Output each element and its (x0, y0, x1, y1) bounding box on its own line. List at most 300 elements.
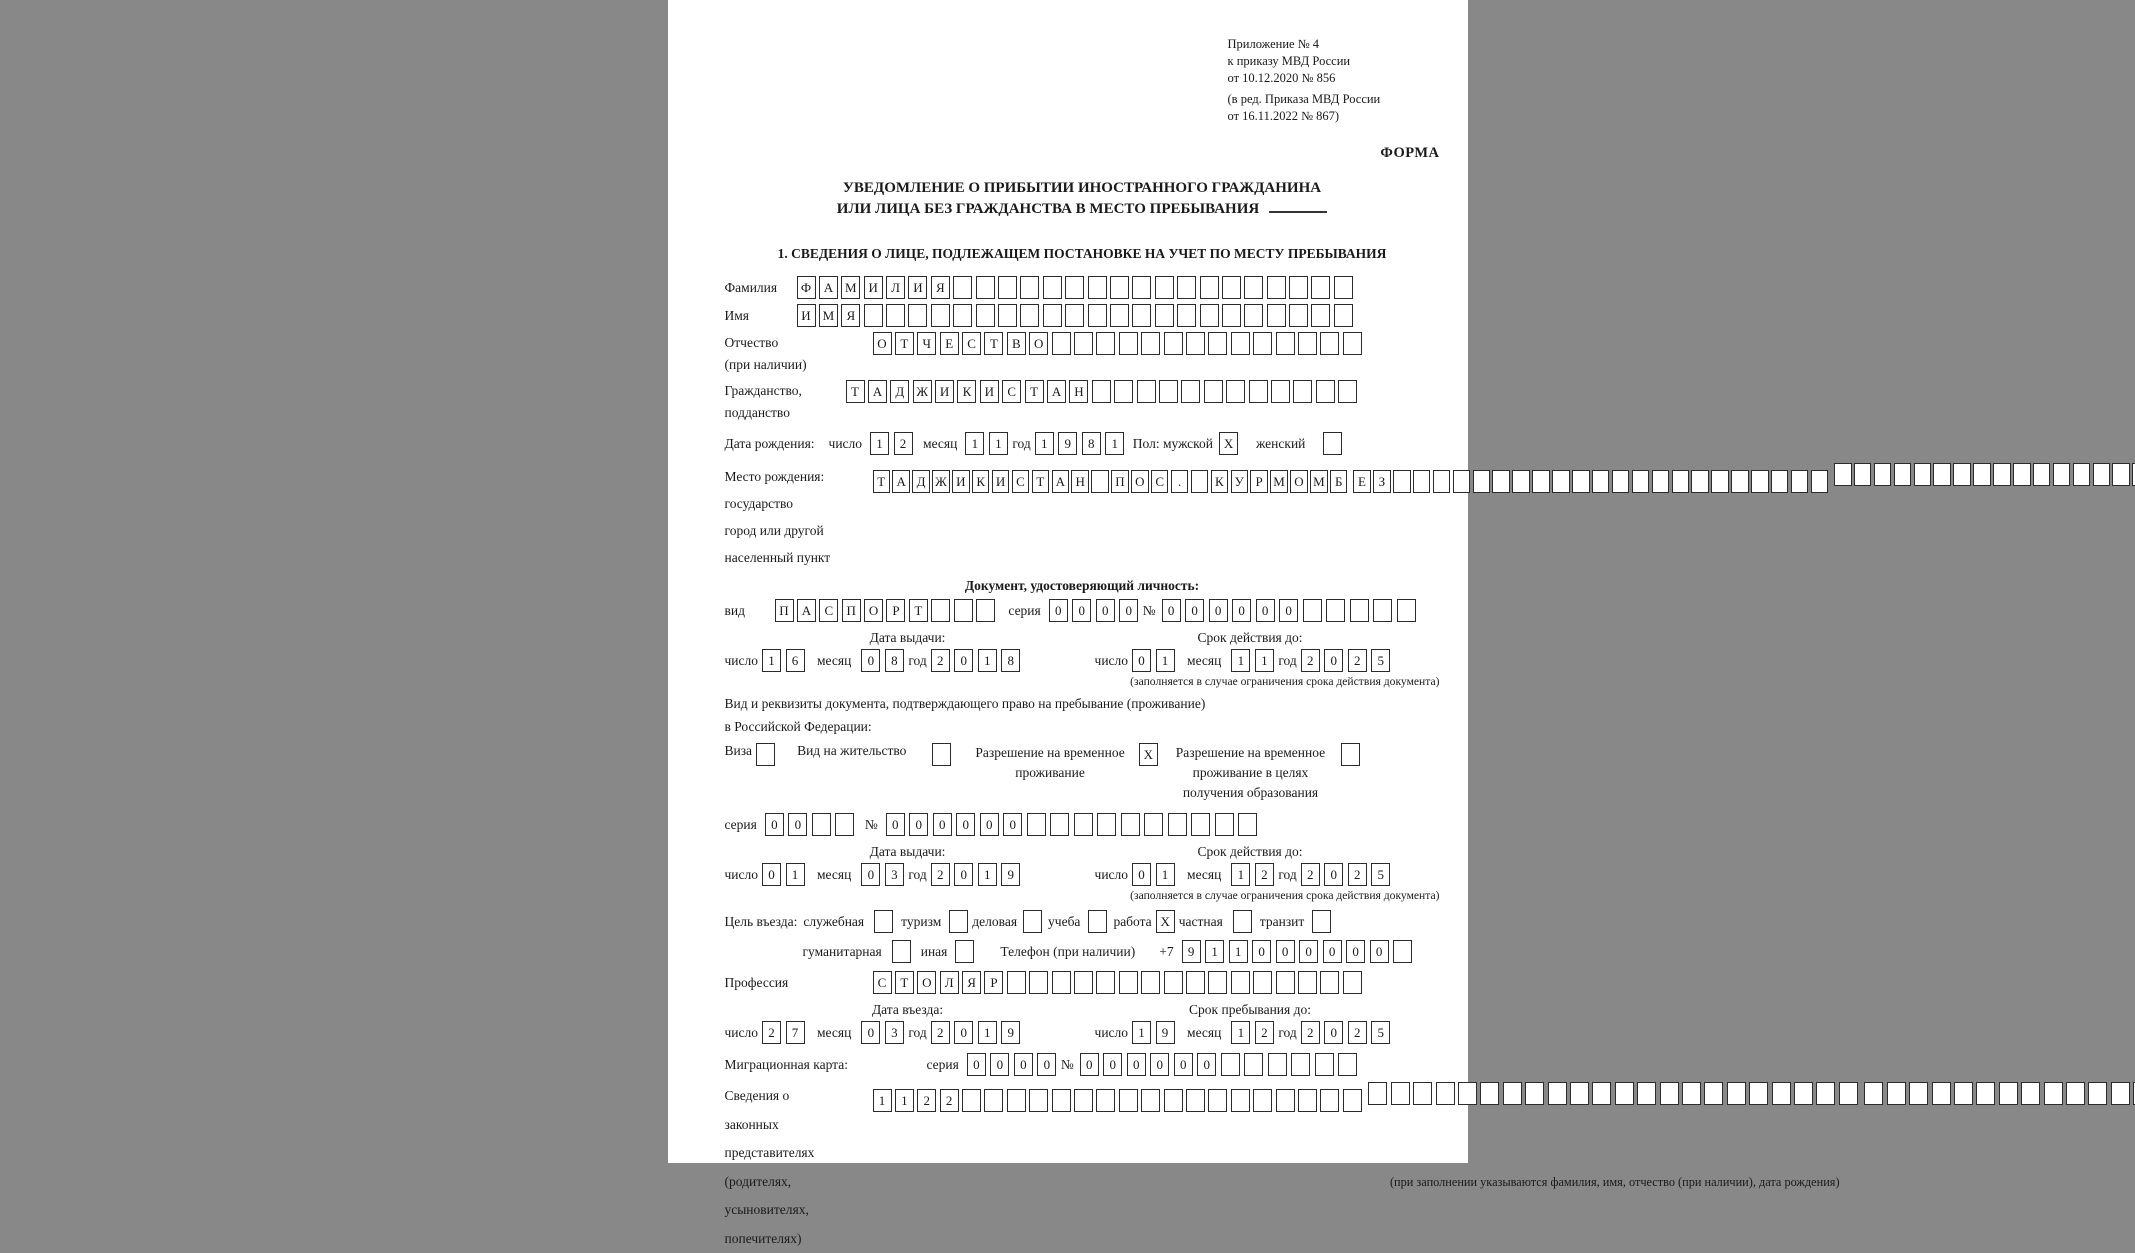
char-box: 0 (1103, 1053, 1122, 1076)
stay-day-input[interactable] (1132, 1021, 1179, 1044)
permit-issue-date (725, 844, 1061, 902)
char-box: Т (895, 971, 914, 994)
permit-issue-date-label: Дата выдачи: (725, 844, 1061, 860)
birthplace-row3-input[interactable] (1834, 463, 2135, 486)
purpose-humanitarian-checkbox[interactable] (892, 940, 911, 963)
name-input[interactable] (797, 304, 1357, 327)
doc-valid-until-label: Срок действия до: (1061, 630, 1440, 646)
char-box: 8 (1001, 649, 1020, 672)
char-box (1222, 276, 1241, 299)
char-box: З (1373, 470, 1391, 493)
char-box: 0 (1370, 940, 1389, 963)
char-box: 1 (1035, 432, 1054, 455)
char-box: 0 (765, 813, 784, 836)
annex-reference (1228, 36, 1440, 125)
permit-valid-until-line (1061, 863, 1440, 886)
birth-day-input[interactable] (870, 432, 917, 455)
char-box: 0 (762, 863, 781, 886)
char-box (1231, 971, 1250, 994)
purpose-tourism-label: туризм (901, 914, 941, 930)
temp-permit-checkbox[interactable] (1139, 743, 1158, 766)
edu-permit-label-line2: проживание в целях (1176, 763, 1325, 783)
char-box (1186, 332, 1205, 355)
char-box: 0 (1346, 940, 1365, 963)
doc-dates (725, 630, 1440, 688)
char-box: О (864, 599, 883, 622)
char-box (1244, 304, 1263, 327)
char-box (1074, 1089, 1093, 1112)
char-box (1433, 470, 1451, 493)
char-box (892, 940, 911, 963)
char-box: 1 (1205, 940, 1224, 963)
residence-permit-checkbox[interactable] (932, 743, 951, 766)
char-box: В (1007, 332, 1026, 355)
edu-permit-label-line3: получения образования (1176, 783, 1325, 803)
month-label: месяц (923, 436, 957, 452)
field-purpose-2 (725, 940, 1440, 963)
char-box: 1 (895, 1089, 914, 1112)
sex-female-checkbox[interactable] (1323, 432, 1342, 455)
guardians-label-line6: попечителях) (725, 1225, 873, 1253)
char-box (2088, 1082, 2107, 1105)
char-box (1132, 276, 1151, 299)
char-box: И (797, 304, 816, 327)
birthplace-inputs (873, 463, 2135, 498)
purpose-study-label: учеба (1048, 914, 1080, 930)
char-box: А (868, 380, 887, 403)
visa-checkbox[interactable] (756, 743, 775, 766)
char-box (1293, 380, 1312, 403)
guardians-row3-input[interactable] (1864, 1082, 2135, 1105)
char-box: 1 (1156, 649, 1175, 672)
char-box (1682, 1082, 1701, 1105)
title-blank-underline (1269, 200, 1327, 213)
char-box: Т (984, 332, 1003, 355)
permit-issue-day-input[interactable] (762, 863, 809, 886)
annex-line: к приказу МВД России (1228, 53, 1440, 70)
char-box: 0 (1324, 863, 1343, 886)
birth-month-input[interactable] (965, 432, 1012, 455)
char-box: 0 (1174, 1053, 1193, 1076)
char-box: О (1131, 470, 1149, 493)
purpose-other-checkbox[interactable] (955, 940, 974, 963)
char-box: А (797, 599, 816, 622)
char-box (1052, 971, 1071, 994)
entry-date-line (725, 1021, 1061, 1044)
char-box: 0 (1003, 813, 1022, 836)
char-box (2044, 1082, 2063, 1105)
char-box: 0 (980, 813, 999, 836)
day-label: число (1095, 653, 1129, 669)
char-box (1632, 470, 1650, 493)
char-box (1298, 332, 1317, 355)
field-guardians (725, 1082, 1440, 1253)
permit-number-input[interactable] (886, 813, 1262, 836)
patronymic-label-line1: Отчество (725, 332, 873, 354)
stay-doc-text-2: в Российской Федерации: (725, 719, 1440, 735)
doc-issue-day-input[interactable] (762, 649, 809, 672)
purpose-study-checkbox[interactable] (1088, 910, 1107, 933)
migr-number-label: № (1061, 1057, 1074, 1073)
char-box (835, 813, 854, 836)
patronymic-label (725, 332, 873, 375)
char-box: 8 (1082, 432, 1101, 455)
char-box (1316, 380, 1335, 403)
char-box (1141, 971, 1160, 994)
char-box (1226, 380, 1245, 403)
char-box (864, 304, 883, 327)
birthplace-row1-input[interactable] (873, 470, 1350, 493)
char-box (1338, 380, 1357, 403)
char-box (1914, 463, 1932, 486)
char-box: М (841, 276, 860, 299)
char-box (1751, 470, 1769, 493)
char-box: 0 (956, 813, 975, 836)
doc-issue-year-input[interactable] (931, 649, 1025, 672)
char-box (976, 276, 995, 299)
char-box (998, 304, 1017, 327)
month-label: месяц (817, 653, 851, 669)
char-box (1525, 1082, 1544, 1105)
char-box (1492, 470, 1510, 493)
citizenship-input[interactable] (846, 380, 1361, 403)
char-box (1222, 304, 1241, 327)
char-box: Р (1250, 470, 1268, 493)
char-box (1200, 276, 1219, 299)
guardians-row2-input[interactable] (1368, 1082, 1861, 1105)
permit-valid-until-label: Срок действия до: (1061, 844, 1440, 860)
char-box: 8 (885, 649, 904, 672)
char-box: 0 (967, 1053, 986, 1076)
permit-valid-day-input[interactable] (1132, 863, 1179, 886)
char-box (931, 304, 950, 327)
char-box (1771, 470, 1789, 493)
char-box (931, 599, 950, 622)
char-box: 0 (1132, 863, 1151, 886)
surname-label: Фамилия (725, 280, 797, 296)
purpose-tourism-checkbox[interactable] (949, 910, 968, 933)
char-box (1909, 1082, 1928, 1105)
char-box (1512, 470, 1530, 493)
permit-valid-year-input[interactable] (1301, 863, 1395, 886)
char-box: 0 (1072, 599, 1091, 622)
char-box: 0 (954, 1021, 973, 1044)
char-box: 9 (1001, 863, 1020, 886)
sex-male-checkbox[interactable] (1219, 432, 1238, 455)
char-box (1043, 304, 1062, 327)
char-box: 2 (894, 432, 913, 455)
char-box: П (1111, 470, 1129, 493)
char-box: 0 (1132, 649, 1151, 672)
citizenship-label-line1: Гражданство, (725, 380, 846, 402)
birthplace-label-line1: Место рождения: (725, 463, 873, 490)
char-box (1088, 304, 1107, 327)
birthplace-label-line2: государство (725, 490, 873, 517)
char-box: А (819, 276, 838, 299)
purpose-private-label: частная (1179, 914, 1223, 930)
year-label: год (1278, 867, 1296, 883)
patronymic-input[interactable] (873, 332, 1366, 355)
char-box: Н (1071, 470, 1089, 493)
char-box: П (842, 599, 861, 622)
doc-issue-month-input[interactable] (861, 649, 908, 672)
char-box (1794, 1082, 1813, 1105)
char-box: 0 (1256, 599, 1275, 622)
doc-kind-label: вид (725, 603, 775, 619)
char-box: Д (912, 470, 930, 493)
doc-number-input[interactable] (1162, 599, 1421, 622)
char-box: 2 (1301, 1021, 1320, 1044)
doc-valid-until-line (1061, 649, 1440, 672)
phone-prefix: +7 (1159, 944, 1173, 960)
entry-date-label: Дата въезда: (725, 1002, 1061, 1018)
profession-input[interactable] (873, 971, 1366, 994)
field-birthdate (725, 432, 1440, 455)
char-box: М (1270, 470, 1288, 493)
stay-year-input[interactable] (1301, 1021, 1395, 1044)
doc-kind-input[interactable] (775, 599, 999, 622)
char-box: 1 (873, 1089, 892, 1112)
char-box (1200, 304, 1219, 327)
char-box (1191, 470, 1209, 493)
char-box (1208, 1089, 1227, 1112)
month-label: месяц (817, 1025, 851, 1041)
char-box (1320, 971, 1339, 994)
field-purpose (725, 910, 1440, 933)
guardians-row1-input[interactable] (873, 1089, 1366, 1112)
char-box (1323, 432, 1342, 455)
char-box: 0 (1276, 940, 1295, 963)
char-box (1088, 910, 1107, 933)
char-box: 0 (861, 649, 880, 672)
char-box (1007, 971, 1026, 994)
temp-permit-label-line2: проживание (975, 763, 1124, 783)
migr-number-input[interactable] (1080, 1053, 1362, 1076)
char-box (1343, 332, 1362, 355)
char-box (1976, 1082, 1995, 1105)
char-box (2073, 463, 2091, 486)
edu-permit-label-line1: Разрешение на временное (1176, 743, 1325, 763)
char-box (932, 743, 951, 766)
char-box (1592, 470, 1610, 493)
char-box (1854, 463, 1872, 486)
phone-input[interactable] (1182, 940, 1417, 963)
stay-until-line (1061, 1021, 1440, 1044)
char-box (1186, 1089, 1205, 1112)
guardians-note: (при заполнении указываются фамилия, имя, отчество (при наличии), дата рождения) (873, 1175, 2135, 1190)
phone-label: Телефон (при наличии) (1000, 944, 1135, 960)
day-label: число (725, 1025, 759, 1041)
char-box (1704, 1082, 1723, 1105)
char-box (1811, 470, 1829, 493)
char-box (1074, 813, 1093, 836)
char-box (812, 813, 831, 836)
char-box (1436, 1082, 1455, 1105)
stay-month-input[interactable] (1231, 1021, 1278, 1044)
char-box (1052, 332, 1071, 355)
char-box (1413, 1082, 1432, 1105)
entry-year-input[interactable] (931, 1021, 1025, 1044)
char-box (1391, 1082, 1410, 1105)
doc-series-input[interactable] (1049, 599, 1143, 622)
field-patronymic (725, 332, 1440, 375)
char-box: Б (1330, 470, 1348, 493)
char-box (1672, 470, 1690, 493)
char-box (2021, 1082, 2040, 1105)
char-box: 2 (931, 863, 950, 886)
char-box: С (962, 332, 981, 355)
char-box: Т (1025, 380, 1044, 403)
char-box (1326, 599, 1345, 622)
birth-year-input[interactable] (1035, 432, 1129, 455)
char-box (886, 304, 905, 327)
char-box (2112, 463, 2130, 486)
doc-series-label: серия (1008, 603, 1040, 619)
char-box: Т (846, 380, 865, 403)
citizenship-label-line2: подданство (725, 402, 846, 424)
char-box (1164, 971, 1183, 994)
char-box (1233, 910, 1252, 933)
field-doc-kind (725, 599, 1440, 622)
char-box: 0 (909, 813, 928, 836)
char-box: Я (962, 971, 981, 994)
char-box (1473, 470, 1491, 493)
char-box: М (819, 304, 838, 327)
char-box (1932, 1082, 1951, 1105)
char-box: С (1012, 470, 1030, 493)
char-box: 5 (1371, 863, 1390, 886)
doc-issue-date-label: Дата выдачи: (725, 630, 1061, 646)
permit-issue-month-input[interactable] (861, 863, 908, 886)
char-box (1096, 1089, 1115, 1112)
edu-permit-checkbox[interactable] (1341, 743, 1360, 766)
char-box (1368, 1082, 1387, 1105)
char-box: 9 (1156, 1021, 1175, 1044)
char-box: 1 (1231, 1021, 1250, 1044)
surname-input[interactable] (797, 276, 1357, 299)
birthplace-row2-input[interactable] (1353, 470, 1830, 493)
doc-issue-date-line (725, 649, 1061, 672)
char-box (2053, 463, 2071, 486)
char-box (1027, 813, 1046, 836)
permit-issue-year-input[interactable] (931, 863, 1025, 886)
char-box: 0 (1232, 599, 1251, 622)
day-label: число (725, 867, 759, 883)
purpose-private-checkbox[interactable] (1233, 910, 1252, 933)
char-box: . (1171, 470, 1189, 493)
entry-month-input[interactable] (861, 1021, 908, 1044)
stay-until-label: Срок пребывания до: (1061, 1002, 1440, 1018)
entry-day-input[interactable] (762, 1021, 809, 1044)
char-box: 0 (1162, 599, 1181, 622)
char-box: Т (873, 470, 891, 493)
doc-valid-day-input[interactable] (1132, 649, 1179, 672)
purpose-official-checkbox[interactable] (874, 910, 893, 933)
char-box (1320, 1089, 1339, 1112)
char-box (1373, 599, 1392, 622)
char-box (984, 1089, 1003, 1112)
char-box (1007, 1089, 1026, 1112)
char-box: А (1052, 470, 1070, 493)
purpose-business-checkbox[interactable] (1023, 910, 1042, 933)
char-box (1088, 276, 1107, 299)
birthdate-label: Дата рождения: (725, 436, 815, 452)
char-box: 2 (931, 1021, 950, 1044)
char-box: 9 (1058, 432, 1077, 455)
purpose-transit-checkbox[interactable] (1312, 910, 1331, 933)
char-box: 1 (786, 863, 805, 886)
char-box (1164, 332, 1183, 355)
doc-valid-year-input[interactable] (1301, 649, 1395, 672)
char-box: Е (1353, 470, 1371, 493)
purpose-other-label: иная (921, 944, 948, 960)
entry-date (725, 1002, 1061, 1044)
char-box (2093, 463, 2111, 486)
char-box (1155, 276, 1174, 299)
char-box (1121, 813, 1140, 836)
permit-series-input[interactable] (765, 813, 859, 836)
char-box (1887, 1082, 1906, 1105)
month-label: месяц (1187, 1025, 1221, 1041)
edu-permit-label (1176, 743, 1325, 803)
purpose-humanitarian-label: гуманитарная (803, 944, 882, 960)
char-box: 0 (1014, 1053, 1033, 1076)
char-box (1238, 813, 1257, 836)
char-box (1159, 380, 1178, 403)
char-box (1029, 971, 1048, 994)
char-box (1320, 332, 1339, 355)
char-box: С (1151, 470, 1169, 493)
char-box: Л (886, 276, 905, 299)
section-1-title: 1. СВЕДЕНИЯ О ЛИЦЕ, ПОДЛЕЖАЩЕМ ПОСТАНОВКЕ НА УЧЕТ ПО МЕСТУ ПРЕБЫВАНИЯ (725, 246, 1440, 262)
permit-valid-month-input[interactable] (1231, 863, 1278, 886)
char-box (1311, 304, 1330, 327)
char-box (1023, 910, 1042, 933)
char-box: О (873, 332, 892, 355)
migr-series-input[interactable] (967, 1053, 1061, 1076)
char-box (1350, 599, 1369, 622)
char-box (756, 743, 775, 766)
purpose-work-checkbox[interactable] (1156, 910, 1175, 933)
char-box (1503, 1082, 1522, 1105)
char-box (1155, 304, 1174, 327)
char-box: 0 (1324, 1021, 1343, 1044)
char-box (955, 940, 974, 963)
char-box: 2 (1348, 863, 1367, 886)
char-box (1276, 971, 1295, 994)
char-box: К (972, 470, 990, 493)
char-box (1289, 276, 1308, 299)
char-box: 0 (1037, 1053, 1056, 1076)
char-box: X (1219, 432, 1238, 455)
char-box (1267, 276, 1286, 299)
char-box: И (908, 276, 927, 299)
char-box (1338, 1053, 1357, 1076)
doc-valid-month-input[interactable] (1231, 649, 1278, 672)
char-box (953, 276, 972, 299)
char-box: 1 (978, 1021, 997, 1044)
char-box (1480, 1082, 1499, 1105)
char-box (1065, 304, 1084, 327)
char-box (1864, 1082, 1883, 1105)
char-box: 1 (762, 649, 781, 672)
char-box (954, 599, 973, 622)
guardians-label (725, 1082, 873, 1253)
year-label: год (908, 867, 926, 883)
char-box: 0 (1209, 599, 1228, 622)
char-box: У (1231, 470, 1249, 493)
char-box: 3 (885, 1021, 904, 1044)
